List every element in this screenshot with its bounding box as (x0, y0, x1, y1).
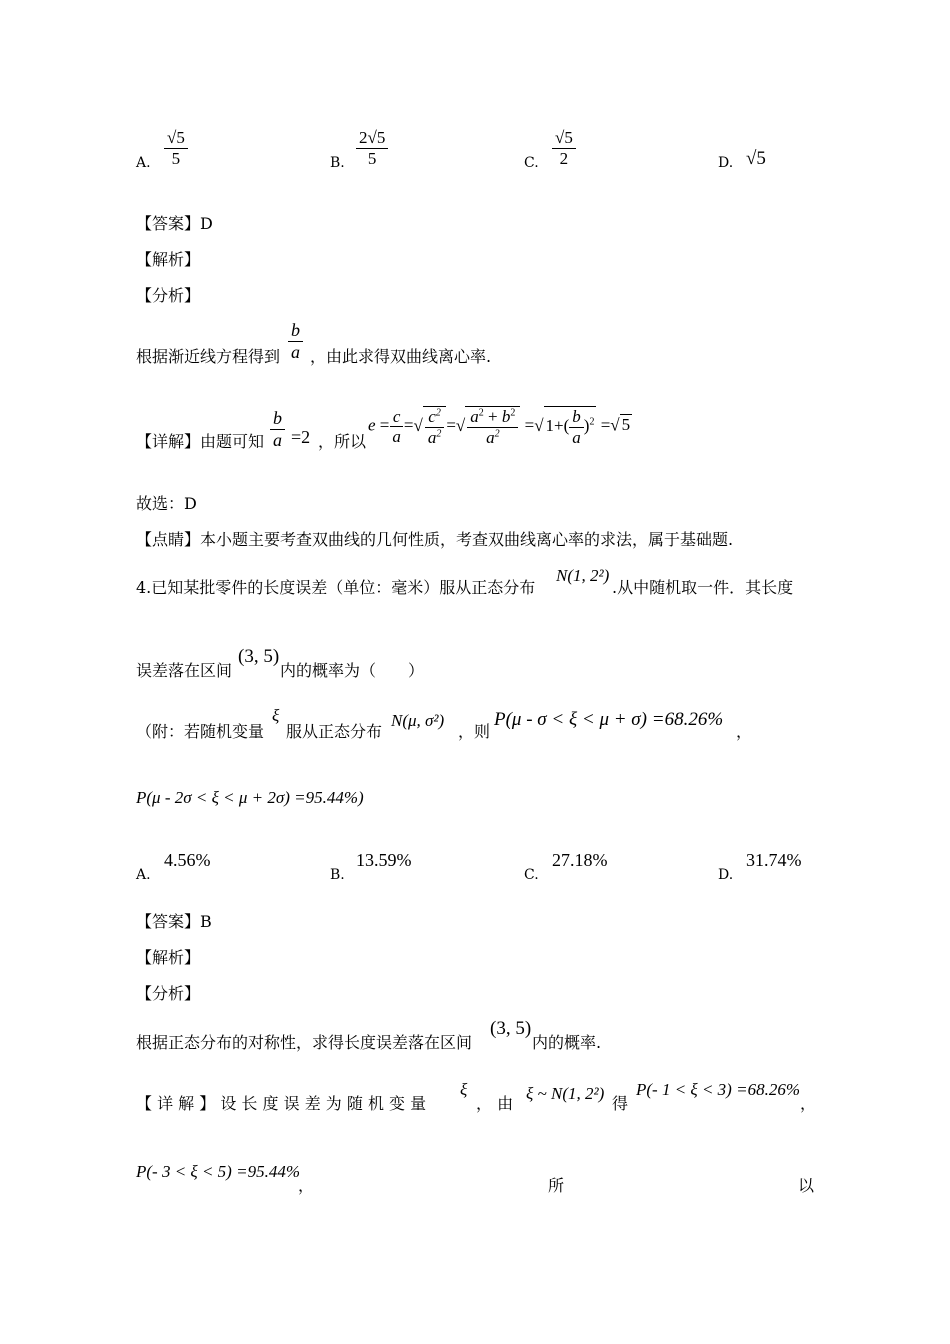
q4-choice-d-value: 31.74% (746, 850, 802, 870)
q4-detail-p1: P(- 1 < ξ < 3) =68.26% (636, 1080, 800, 1099)
q4-choice-b-value: 13.59% (356, 850, 412, 870)
q3-guxuan: 故选：D (136, 494, 197, 513)
q3-choice-a-label: A. (136, 155, 151, 171)
q3-choice-d-label: D. (718, 155, 734, 171)
q3-detail-fraction-b-a: $\frac{b}{a}$ (270, 408, 285, 450)
q4-fenxi: 【分析】 (136, 984, 201, 1003)
q4-stem-interval: (3, 5) (238, 646, 280, 667)
q3-choice-d-value: √5 (746, 148, 766, 169)
q3-choice-c-label: C. (524, 155, 539, 171)
q4-detail-p2: P(- 3 < ξ < 5) =95.44% (136, 1162, 300, 1181)
q3-jiexi: 【解析】 (136, 250, 201, 269)
q3-choice-a-value: $\frac{√5}{5}$ (164, 128, 188, 168)
q4-choice-c-value: 27.18% (552, 850, 608, 870)
q4-jiexi: 【解析】 (136, 948, 201, 967)
q4-answer: 【答案】B (136, 912, 212, 931)
q3-choice-b-value: $\frac{2√5}{5}$ (356, 128, 388, 168)
q3-fenxi: 【分析】 (136, 286, 201, 305)
q3-answer: 【答案】D (136, 214, 213, 233)
q4-analysis-interval: (3, 5) (490, 1018, 532, 1039)
q4-choice-a-value: 4.56% (164, 850, 211, 870)
q4-note-p2: P(μ - 2σ < ξ < μ + 2σ) =95.44%) (136, 788, 364, 807)
q4-detail-dist: ξ ~ N(1, 2²) (526, 1084, 605, 1103)
q4-note-normal-dist: N(μ, σ²) (391, 711, 445, 730)
q3-choice-b-label: B. (330, 155, 345, 171)
q3-dianjing: 【点睛】本小题主要考查双曲线的几何性质，考查双曲线离心率的求法，属于基础题. (136, 530, 734, 549)
q3-detail-eccentricity-formula: e = $\frac{c}{a}$ =√ $\frac{c^2}{a^2}$ =√ $\frac{a^2 + b^2}{a^2}$ =√ 1+( $\frac{b}{a}$ )$^2$ =√ 5 (368, 406, 631, 447)
q4-stem-normal-dist: N(1, 2²) (556, 566, 610, 585)
q4-note-p1: P(μ - σ < ξ < μ + σ) =68.26% (494, 709, 724, 730)
q3-analysis-fraction: $\frac{b}{a}$ (288, 320, 303, 362)
q3-choice-c-value: $\frac{√5}{2}$ (552, 128, 576, 168)
